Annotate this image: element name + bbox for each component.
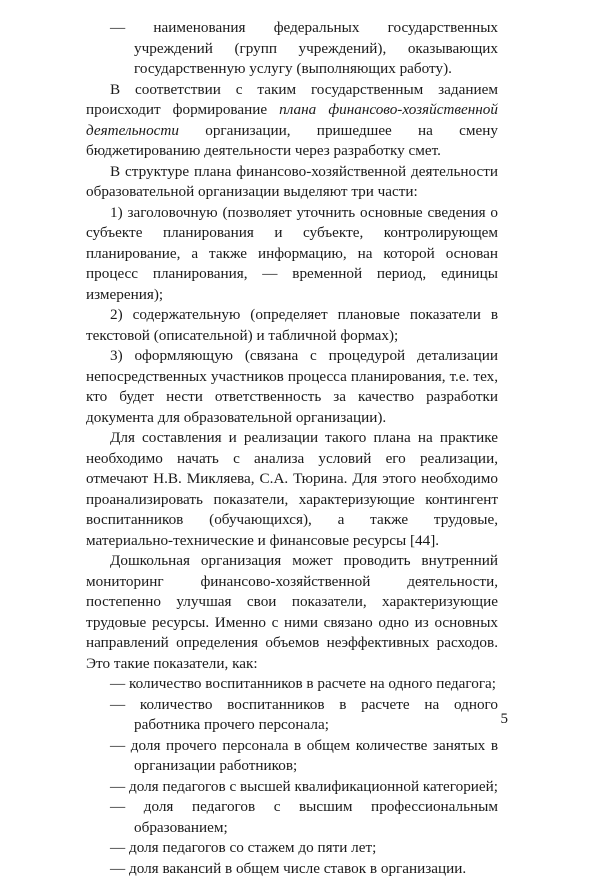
paragraph-plan-structure: В структуре плана финансово-хозяйственной деятельности образовательной организации выделяют три части: (86, 162, 498, 203)
indicator-list-item: — доля вакансий в общем числе ставок в организации. (86, 859, 498, 879)
page-number: 5 (501, 711, 509, 728)
paragraph-monitoring: Дошкольная организация может проводить внутренний мониторинг финансово-хозяйственной деятельности, постепенно улучшая свои показатели, характеризующие трудовые ресурсы. Именно с ними связано одно из основных направлений определения объемов неэффективных расходов. Это такие показатели, как: (86, 551, 498, 674)
paragraph-plan-formation-part-b: организации, пришедшее на смену бюджетированию деятельности через разработку смет. (86, 122, 498, 160)
plan-part-2: 2) содержательную (определяет плановые показатели в текстовой (описательной) и табличной формах); (86, 305, 498, 346)
indicator-list-item: — доля педагогов со стажем до пяти лет; (86, 838, 498, 859)
plan-part-1: 1) заголовочную (позволяет уточнить основные сведения о субъекте планирования и субъекте, контролирующем планирование, а также информацию, на которой основан процесс планирования, — временной период, единицы измерения); (86, 203, 498, 306)
indicator-list-item: — количество воспитанников в расчете на одного педагога; (86, 674, 498, 695)
plan-term-italic: плана финансово-хозяйственной деятельности (86, 101, 498, 139)
paragraph-plan-formation-part-a: В соответствии с таким государственным заданием происходит формирование (86, 81, 498, 119)
indicator-list-item: — количество воспитанников в расчете на одного работника прочего персонала; (86, 695, 498, 736)
paragraph-analysis: Для составления и реализации такого плана на практике необходимо начать с анализа условий его реализации, отмечают Н.В. Микляева, С.А. Тюрина. Для этого необходимо проанализировать показатели, характеризующие контингент воспитанников (обучающихся), а также трудовые, материально-технические и финансовые ресурсы [44]. (86, 428, 498, 551)
plan-part-3: 3) оформляющую (связана с процедурой детализации непосредственных участников процесса планирования, т.е. тех, кто будет нести ответственность за качество разработки документа для образовательной организации). (86, 346, 498, 428)
indicator-list-item: — доля прочего персонала в общем количестве занятых в организации работников; (86, 736, 498, 777)
indicator-list-item: — доля педагогов с высшей квалификационной категорией; (86, 777, 498, 798)
paragraph-plan-formation (86, 80, 498, 162)
intro-list-item: — наименования федеральных государственных учреждений (групп учреждений), оказывающих государственную услугу (выполняющих работу). (86, 18, 498, 80)
indicator-list-item: — доля педагогов с высшим профессиональным образованием; (86, 797, 498, 838)
